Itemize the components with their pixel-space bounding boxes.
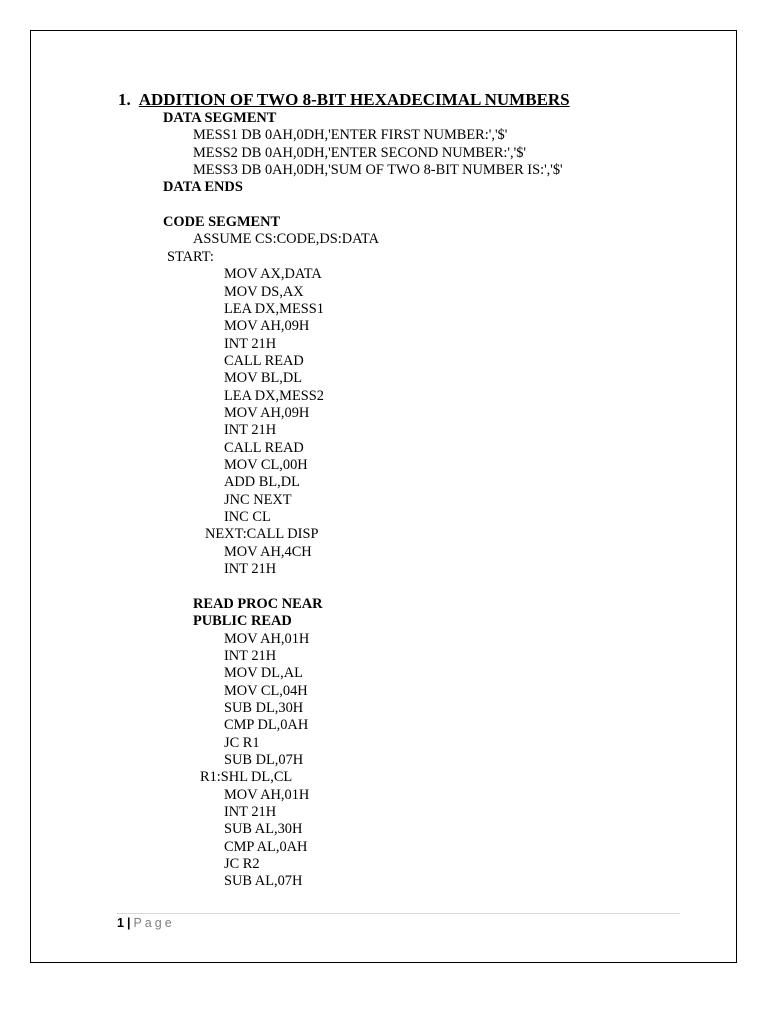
code-line: SUB DL,30H xyxy=(224,699,304,716)
code-line: MOV DL,AL xyxy=(224,665,303,682)
code-line: CMP AL,0AH xyxy=(224,838,308,855)
code-line: INT 21H xyxy=(224,647,277,664)
page-footer xyxy=(117,915,175,931)
code-line: SUB AL,30H xyxy=(224,821,303,838)
code-line: R1:SHL DL,CL xyxy=(200,769,293,786)
footer-separator: | xyxy=(126,916,131,930)
code-line: CODE SEGMENT xyxy=(163,214,281,231)
code-line: JC R1 xyxy=(224,734,260,751)
page-label: Page xyxy=(133,916,175,930)
code-line: DATA SEGMENT xyxy=(163,110,277,126)
code-line: LEA DX,MESS1 xyxy=(224,300,324,317)
code-line: INT 21H xyxy=(224,335,277,352)
code-line: LEA DX,MESS2 xyxy=(224,387,324,404)
code-line: START: xyxy=(167,248,214,265)
code-line: INT 21H xyxy=(224,422,277,439)
code-line: MOV AH,01H xyxy=(224,786,310,803)
code-line: SUB AL,07H xyxy=(224,873,303,890)
code-line: JC R2 xyxy=(224,856,260,873)
code-line: MESS3 DB 0AH,0DH,'SUM OF TWO 8-BIT NUMBER IS:','$' xyxy=(193,162,563,179)
code-line: MOV CL,04H xyxy=(224,682,308,699)
code-line: MOV AX,DATA xyxy=(224,266,322,283)
code-line: SUB DL,07H xyxy=(224,751,304,768)
code-line: MOV AH,09H xyxy=(224,404,310,421)
code-line: INT 21H xyxy=(224,804,277,820)
code-line: INC CL xyxy=(224,509,271,526)
page-number: 1 xyxy=(117,916,124,930)
code-line: NEXT:CALL DISP xyxy=(205,526,319,543)
code-line: DATA ENDS xyxy=(163,179,243,196)
code-line: CMP DL,0AH xyxy=(224,717,309,734)
section-number: 1. xyxy=(118,90,131,109)
code-line: MOV CL,00H xyxy=(224,457,308,473)
code-line: MESS1 DB 0AH,0DH,'ENTER FIRST NUMBER:','$' xyxy=(193,127,508,144)
code-line: JNC NEXT xyxy=(224,491,292,508)
section-heading xyxy=(118,90,570,110)
code-line: PUBLIC READ xyxy=(193,613,292,630)
code-line: CALL READ xyxy=(224,439,304,456)
code-line: MESS2 DB 0AH,0DH,'ENTER SECOND NUMBER:','$' xyxy=(193,144,526,161)
footer-divider xyxy=(117,913,680,914)
code-line: MOV BL,DL xyxy=(224,370,303,387)
code-line: ADD BL,DL xyxy=(224,474,300,491)
code-line: MOV DS,AX xyxy=(224,283,304,300)
code-line: MOV AH,4CH xyxy=(224,543,312,560)
code-line: ASSUME CS:CODE,DS:DATA xyxy=(193,231,379,248)
code-line: INT 21H xyxy=(224,561,277,578)
code-line: MOV AH,01H xyxy=(224,630,310,647)
section-title: ADDITION OF TWO 8-BIT HEXADECIMAL NUMBERS xyxy=(138,90,570,109)
code-line: READ PROC NEAR xyxy=(193,595,323,612)
code-line: CALL READ xyxy=(224,352,304,369)
code-line: MOV AH,09H xyxy=(224,318,310,335)
